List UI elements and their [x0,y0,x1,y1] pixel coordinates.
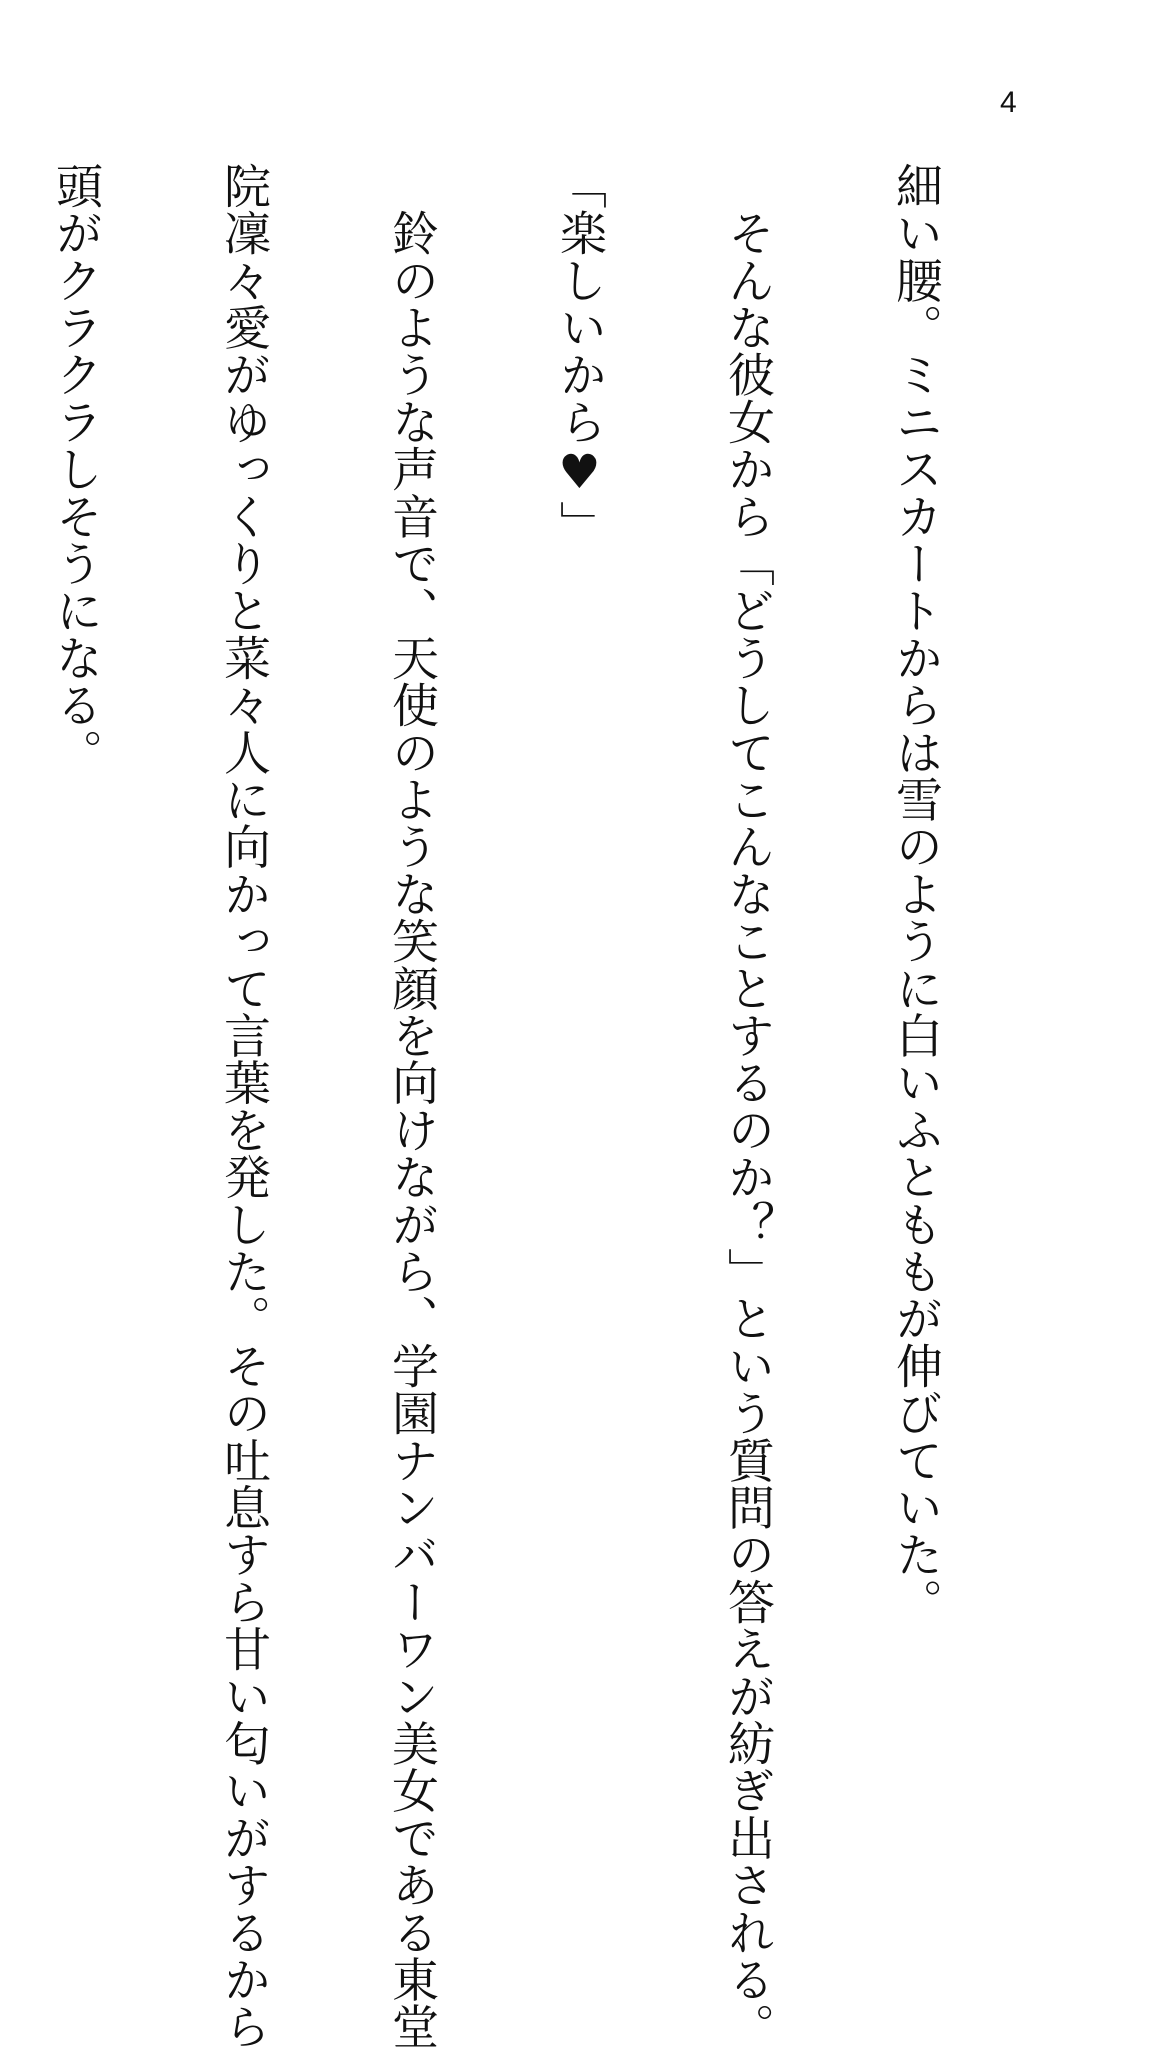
text-line: 院凜々愛がゆっくりと菜々人に向かって言葉を発した。その吐息すら甘い匂いがするから [216,162,271,2050]
text-line: 「楽しいから♥」 [552,162,607,548]
page-number: 4 [1000,86,1017,119]
text-line: 鈴のような声音で、天使のような笑顔を向けながら、学園ナンバーワン美女である東堂 [384,162,439,2050]
text-line: そんな彼女から「どうしてこんなことするのか？」という質問の答えが紡ぎ出される。 [720,162,775,2050]
vertical-body-text [48,162,1055,2050]
text-line: 頭がクラクラしそうになる。 [48,162,103,776]
text-line: 細い腰。ミニスカートからは雪のように白いふとももが伸びていた。 [888,162,943,1626]
